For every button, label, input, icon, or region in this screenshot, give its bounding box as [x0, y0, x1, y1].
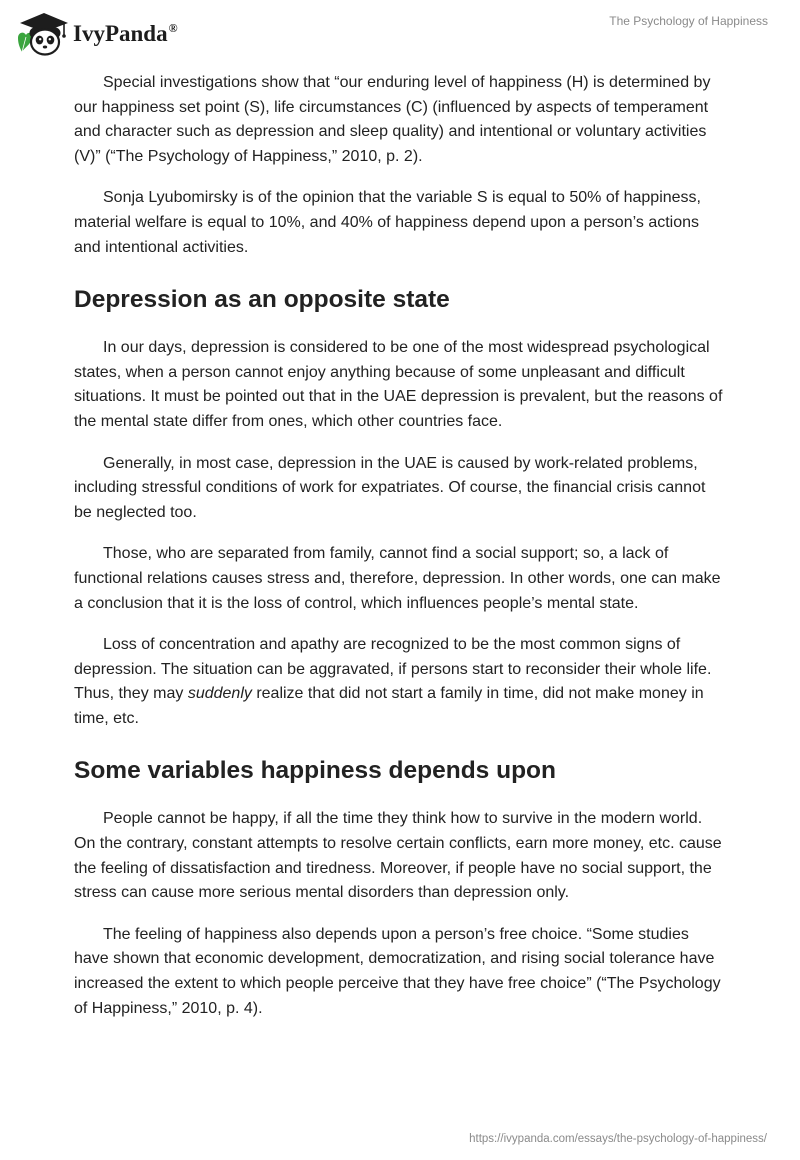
paragraph: The feeling of happiness also depends upon a person’s free choice. “Some studies have shown that economic development, democratization, and rising social tolerance have increased the extent to which people perceive that they have free choice” (“The Psychology of Happiness,” 2010, p. 4).: [74, 925, 721, 1017]
ivypanda-logo[interactable]: [14, 8, 178, 58]
section-heading: Some variables happiness depends upon: [74, 757, 556, 785]
paragraph: Those, who are separated from family, cannot find a social support; so, a lack of functional relations causes stress and, therefore, depression. In other words, one can make a conclusion that it is the loss of control, which influences people’s mental state.: [74, 545, 721, 612]
paragraph: [74, 633, 726, 731]
panda-graduate-icon: [14, 8, 70, 58]
emphasis-text: suddenly: [187, 685, 252, 703]
section-heading: Depression as an opposite state: [74, 286, 450, 314]
source-url[interactable]: https://ivypanda.com/essays/the-psychology-of-happiness/: [469, 1133, 767, 1145]
paragraph: People cannot be happy, if all the time they think how to survive in the modern world. On the contrary, constant attempts to resolve certain conflicts, earn more money, etc. cause the feeling of dissatisfaction and tiredness. Moreover, if people have no social support, the stress can cause more serious mental disorders than depression only.: [74, 810, 722, 902]
paragraph-text: realize that did not start a family in time, did not make money in time, etc.: [74, 685, 704, 727]
essay-body: [74, 71, 726, 1038]
running-title: The Psychology of Happiness: [609, 14, 768, 28]
page-header: [0, 0, 800, 64]
brand-name: IvyPanda®: [73, 21, 178, 46]
paragraph-text: Loss of concentration and apathy are recognized to be the most common signs of depression. The situation can be aggravated, if persons start to reconsider their whole life. Thus, they may: [74, 636, 712, 703]
paragraph: Special investigations show that “our enduring level of happiness (H) is determined by our happiness set point (S), life circumstances (C) (influenced by aspects of temperament and character such as depression and sleep quality) and intentional or voluntary activities (V)” (“The Psychology of Happiness,” 2010, p. 2).: [74, 74, 711, 165]
registered-mark: ®: [168, 21, 178, 36]
paragraph: In our days, depression is considered to be one of the most widespread psychological states, when a person cannot enjoy anything because of some unpleasant and difficult situations. It must be pointed out that in the UAE depression is prevalent, but the reasons of the mental state differ from ones, which other countries face.: [74, 339, 723, 430]
paragraph: Generally, in most case, depression in the UAE is caused by work-related problems, including stressful conditions of work for expatriates. Of course, the financial crisis cannot be neglected too.: [74, 454, 706, 521]
paragraph: Sonja Lyubomirsky is of the opinion that the variable S is equal to 50% of happiness, material welfare is equal to 10%, and 40% of happiness depend upon a person’s actions and intentional activities.: [74, 189, 701, 256]
